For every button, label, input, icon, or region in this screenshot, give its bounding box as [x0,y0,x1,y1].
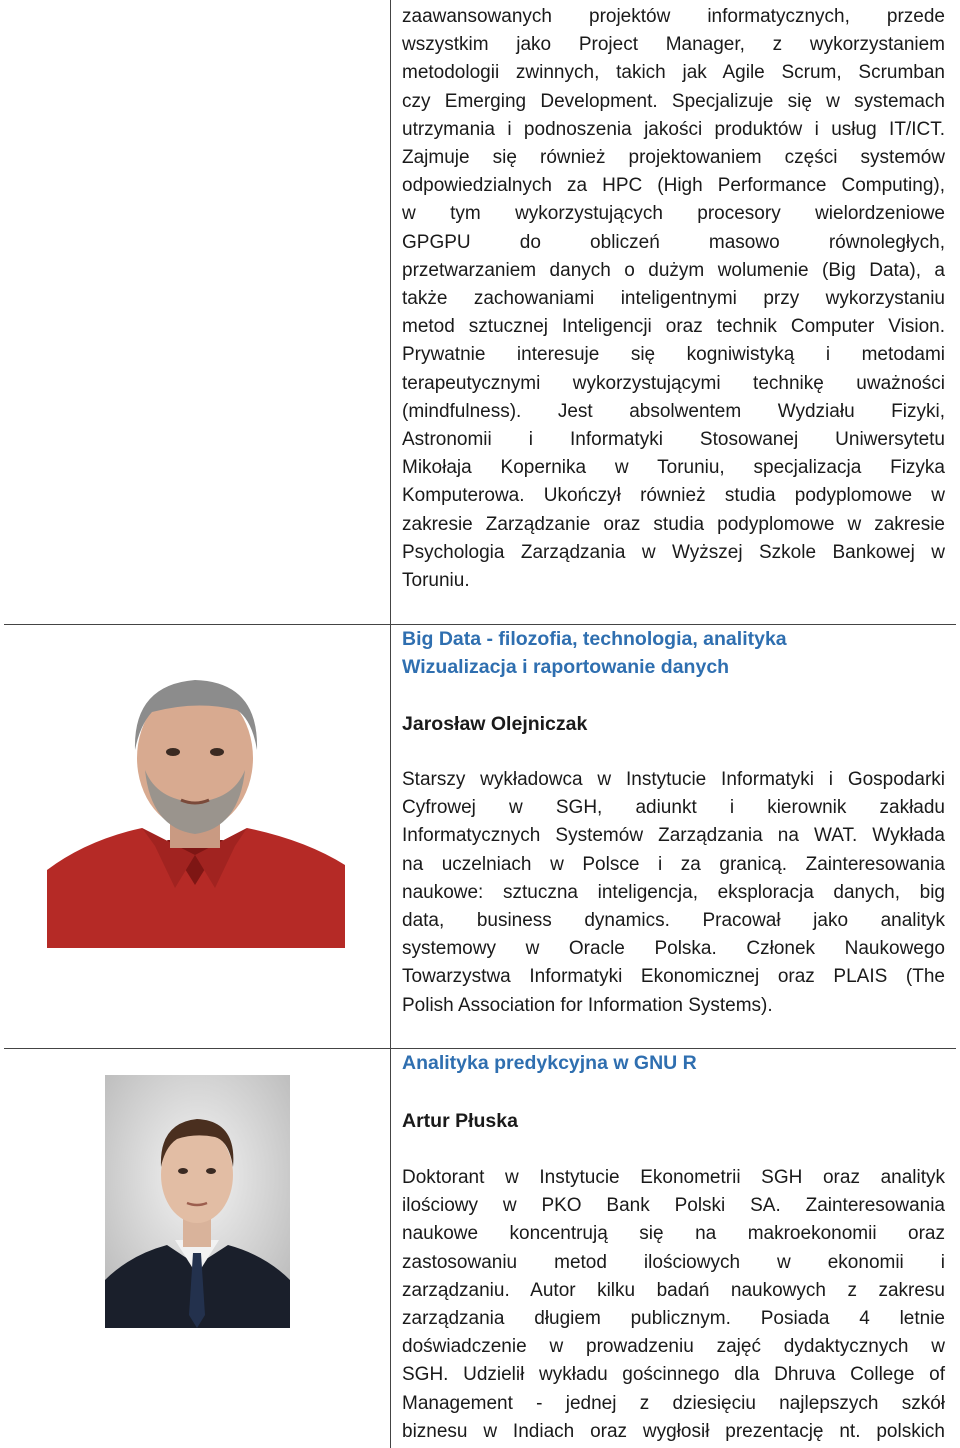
bio-line: czy Emerging Development. Specjalizuje się w systemach [402,90,945,112]
bio-line: data, business dynamics. Pracował jako analityk [402,910,945,932]
lecture-topic: Analityka predykcyjna w GNU R [402,1052,697,1074]
bio-line: Management - jednej z dziesięciu najlepszych szkół [402,1392,945,1414]
bio-line: doświadczenie w prowadzeniu zajęć dydaktycznych w [402,1336,945,1358]
bio-line: GPGPU do obliczeń masowo równoległych, [402,231,945,253]
speaker-photo-pluska [105,1075,290,1328]
bio-line: ilościowy w PKO Bank Polski SA. Zainteresowania [402,1195,945,1217]
bio-line: Cyfrowej w SGH, adiunkt i kierownik zakładu [402,797,945,819]
bio-line: SGH. Udzielił wykładu gościnnego dla Dhruva College of [402,1364,945,1386]
bio-line: zastosowaniu metod ilościowych w ekonomii i [402,1251,945,1273]
bio-line: terapeutycznymi wykorzystującymi technikę uważności [402,372,945,394]
speaker-name: Artur Płuska [402,1110,518,1132]
lecture-topic: Big Data - filozofia, technologia, analityka [402,628,787,650]
portrait-illustration [47,650,345,948]
bio-line: także zachowaniami inteligentnymi przy wykorzystaniu [402,288,945,310]
column-divider-middle [390,624,391,1048]
bio-line: zarządzaniu. Autor kilku badań naukowych z zakresu [402,1279,945,1301]
lecture-topic: Wizualizacja i raportowanie danych [402,656,730,678]
bio-line: naukowe: sztuczna inteligencja, eksploracja danych, big [402,881,945,903]
portrait-illustration [105,1075,290,1328]
bio-line: biznesu w Indiach oraz wygłosił prezentację nt. polskich [402,1420,945,1442]
bio-line: (mindfulness). Jest absolwentem Wydziału Fizyki, [402,400,945,422]
bio-line: naukowe koncentrują się na makroekonomii oraz [402,1223,945,1245]
bio-line: metodologii zwinnych, takich jak Agile Scrum, Scrumban [402,62,945,84]
speaker-bio [402,1164,945,1446]
bio-line: Starszy wykładowca w Instytucie Informatyki i Gospodarki [402,769,945,790]
bio-line: Polish Association for Information Systems). [402,994,773,1016]
bio-line: wszystkim jako Project Manager, z wykorzystaniem [402,34,945,56]
bio-line: w tym wykorzystujących procesory wielordzeniowe [402,203,945,225]
speaker-bio [402,766,945,1020]
bio-line: Doktorant w Instytucie Ekonometrii SGH oraz analityk [402,1167,945,1188]
bio-line: Komputerowa. Ukończył również studia podyplomowe w [402,485,945,507]
bio-line: metod sztucznej Inteligencji oraz technik Computer Vision. [402,316,945,338]
bio-continued [402,3,945,595]
bio-line: systemowy w Oracle Polska. Członek Naukowego [402,938,945,960]
bio-line: zaawansowanych projektów informatycznych, przede [402,6,945,27]
bio-line: Astronomii i Informatyki Stosowanej Uniwersytetu [402,429,945,451]
bio-line: Mikołaja Kopernika w Toruniu, specjalizacja Fizyka [402,457,945,479]
bio-line: Toruniu. [402,570,470,592]
bio-line: na uczelniach w Polsce i za granicą. Zainteresowania [402,853,945,875]
speaker-photo-olejniczak [47,650,345,948]
column-divider-bottom [390,1048,391,1448]
bio-line: odpowiedzialnych za HPC (High Performance Computing), [402,175,945,197]
bio-line: Towarzystwa Informatyki Ekonomicznej oraz PLAIS (The [402,966,945,988]
speaker-name: Jarosław Olejniczak [402,713,588,735]
bio-line: Prywatnie interesuje się kogniwistyką i metodami [402,344,945,366]
bio-line: zakresie Zarządzanie oraz studia podyplomowe w zakresie [402,513,945,535]
column-divider-top [390,0,391,624]
bio-line: Informatycznych Systemów Zarządzania na WAT. Wykłada [402,825,945,847]
bio-line: Psychologia Zarządzania w Wyższej Szkole Bankowej w [402,541,945,563]
bio-line: zarządzania długiem publicznym. Posiada 4 letnie [402,1308,945,1330]
bio-line: przetwarzaniem danych o dużym wolumenie (Big Data), a [402,259,945,281]
bio-line: Zajmuje się również projektowaniem części systemów [402,147,945,169]
bio-line: utrzymania i podnoszenia jakości produktów i usług IT/ICT. [402,118,945,140]
